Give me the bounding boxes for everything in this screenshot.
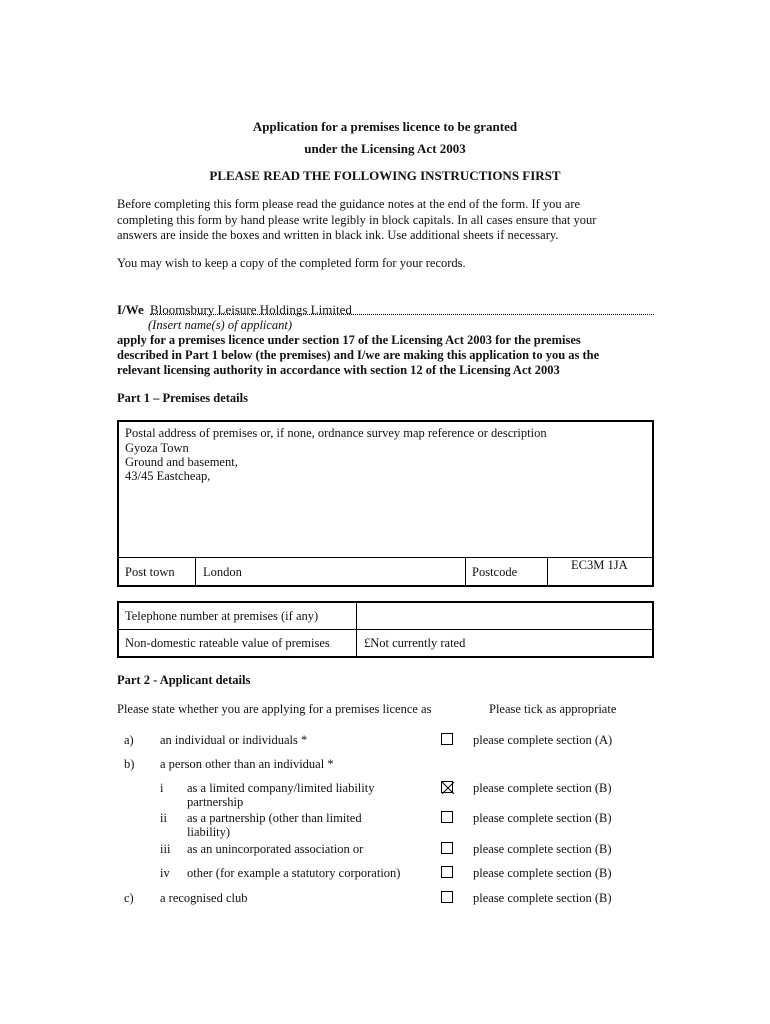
option-other-person-label: a person other than an individual * [160, 757, 334, 771]
option-action: please complete section (B) [473, 811, 612, 825]
option-text: partnership [187, 795, 244, 809]
rateable-value-field[interactable]: £Not currently rated [364, 636, 466, 650]
option-action: please complete section (B) [473, 842, 612, 856]
address-line: 43/45 Eastcheap, [125, 469, 211, 483]
part2-heading: Part 2 - Applicant details [117, 673, 251, 687]
divider [465, 557, 466, 585]
applicant-prefix: I/We [117, 302, 144, 317]
apply-line: apply for a premises licence under section 17 of the Licensing Act 2003 for the premises [117, 333, 581, 347]
option-marker: iv [160, 866, 170, 880]
rateable-value-label: Non-domestic rateable value of premises [125, 636, 330, 650]
form-title: Application for a premises licence to be granted [252, 119, 518, 134]
option-individual-label: an individual or individuals * [160, 733, 308, 747]
option-text: liability) [187, 825, 231, 839]
option-marker: c) [124, 891, 134, 905]
option-partnership-label [187, 811, 362, 839]
telephone-label: Telephone number at premises (if any) [125, 609, 319, 623]
address-label: Postal address of premises or, if none, ordnance survey map reference or description [125, 426, 547, 440]
tick-hint: Please tick as appropriate [489, 702, 617, 716]
premises-contact-box [117, 601, 654, 658]
divider [195, 557, 196, 585]
intro-line: completing this form by hand please write legibly in block capitals. In all cases ensure that your [117, 212, 597, 227]
address-line: Ground and basement, [125, 455, 238, 469]
apply-statement [117, 333, 677, 378]
option-marker: iii [160, 842, 171, 856]
option-unincorporated-label: as an unincorporated association or [187, 842, 364, 856]
postcode-label: Postcode [472, 565, 518, 579]
post-town-label: Post town [125, 565, 175, 579]
option-action: please complete section (B) [473, 891, 612, 905]
divider [547, 557, 548, 585]
keep-copy-note: You may wish to keep a copy of the completed form for your records. [117, 256, 466, 270]
option-action: please complete section (A) [473, 733, 613, 747]
applicant-type-question: Please state whether you are applying for a premises licence as [117, 702, 432, 716]
intro-paragraph [117, 197, 677, 244]
instructions-heading: PLEASE READ THE FOLLOWING INSTRUCTIONS FIRST [209, 168, 561, 183]
checkbox-individual[interactable] [441, 733, 453, 745]
apply-line: described in Part 1 below (the premises) and I/we are making this application to you as the [117, 348, 600, 362]
checkbox-club[interactable] [441, 891, 453, 903]
option-text: as a limited company/limited liability [187, 781, 375, 795]
intro-line: answers are inside the boxes and written in black ink. Use additional sheets if necessary. [117, 228, 559, 242]
intro-line: Before completing this form please read the guidance notes at the end of the form. If you are [117, 197, 581, 211]
checkbox-unincorporated[interactable] [441, 842, 453, 854]
option-action: please complete section (B) [473, 866, 612, 880]
checkbox-limited-company[interactable] [441, 781, 453, 793]
address-line: Gyoza Town [125, 441, 189, 455]
premises-address-box [117, 420, 654, 587]
applicant-hint: (Insert name(s) of applicant) [148, 318, 293, 332]
checkbox-partnership[interactable] [441, 811, 453, 823]
post-town-field[interactable]: London [203, 565, 242, 579]
option-marker: ii [160, 811, 167, 825]
checkmark-x-icon [442, 782, 454, 794]
option-marker: i [160, 781, 164, 795]
option-club-label: a recognised club [160, 891, 248, 905]
option-marker: a) [124, 733, 134, 747]
address-field[interactable] [125, 441, 238, 483]
apply-line: relevant licensing authority in accordance with section 12 of the Licensing Act 2003 [117, 363, 560, 377]
option-limited-company-label [187, 781, 374, 809]
checkbox-statutory[interactable] [441, 866, 453, 878]
part1-heading: Part 1 – Premises details [117, 391, 248, 405]
divider [119, 629, 652, 630]
telephone-field[interactable] [364, 609, 644, 625]
option-marker: b) [124, 757, 135, 771]
applicant-name-field[interactable]: Bloomsbury Leisure Holdings Limited [150, 302, 352, 317]
postcode-field[interactable]: EC3M 1JA [571, 558, 628, 572]
option-text: as a partnership (other than limited [187, 811, 362, 825]
option-statutory-label: other (for example a statutory corporation) [187, 866, 401, 880]
divider [356, 603, 357, 656]
option-action: please complete section (B) [473, 781, 612, 795]
form-subtitle: under the Licensing Act 2003 [304, 141, 466, 156]
